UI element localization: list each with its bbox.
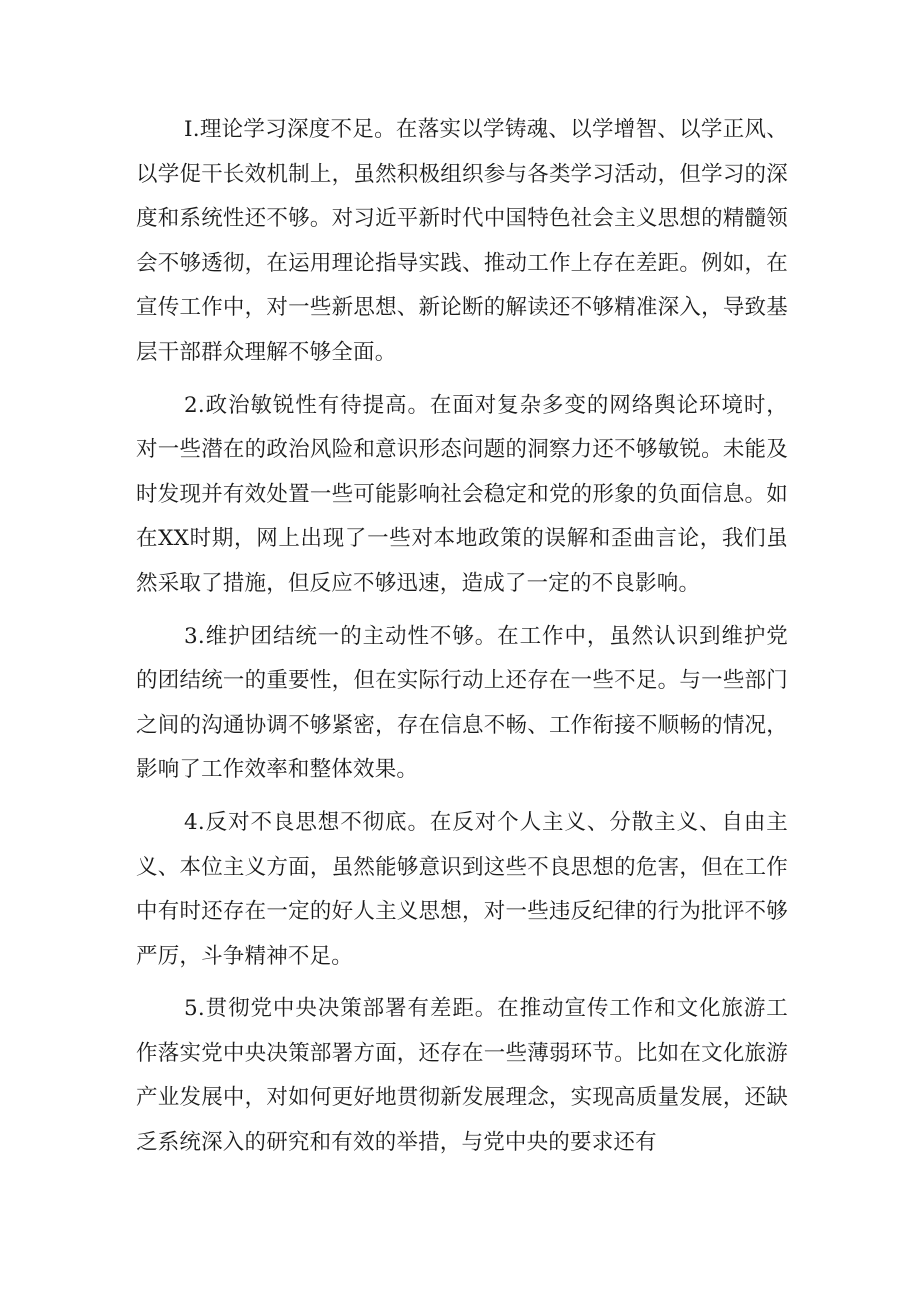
paragraph-5: 5.贯彻党中央决策部署有差距。在推动宣传工作和文化旅游工作落实党中央决策部署方面，还存在一些薄弱环节。比如在文化旅游产业发展中，对如何更好地贯彻新发展理念，实现高质量发展，还缺乏系统深入的研究和有效的举措，与党中央的要求还有 bbox=[136, 996, 788, 1156]
paragraph-1: I.理论学习深度不足。在落实以学铸魂、以学增智、以学正风、以学促干长效机制上，虽然积极组织参与各类学习活动，但学习的深度和系统性还不够。对习近平新时代中国特色社会主义思想的精髓领会不够透彻，在运用理论指导实践、推动工作上存在差距。例如，在宣传工作中，对一些新思想、新论断的解读还不够精准深入，导致基层干部群众理解不够全面。 bbox=[136, 117, 788, 365]
document-body bbox=[136, 108, 788, 1166]
paragraph-3: 3.维护团结统一的主动性不够。在工作中，虽然认识到维护党的团结统一的重要性，但在实际行动上还存在一些不足。与一些部门之间的沟通协调不够紧密，存在信息不畅、工作衔接不顺畅的情况，影响了工作效率和整体效果。 bbox=[136, 623, 788, 783]
paragraph-4: 4.反对不良思想不彻底。在反对个人主义、分散主义、自由主义、本位主义方面，虽然能够意识到这些不良思想的危害，但在工作中有时还存在一定的好人主义思想，对一些违反纪律的行为批评不够严厉，斗争精神不足。 bbox=[136, 809, 788, 969]
paragraph-2: 2.政治敏锐性有待提高。在面对复杂多变的网络舆论环境时，对一些潜在的政治风险和意识形态问题的洞察力还不够敏锐。未能及时发现并有效处置一些可能影响社会稳定和党的形象的负面信息。如在XX时期，网上出现了一些对本地政策的误解和歪曲言论，我们虽然采取了措施，但反应不够迅速，造成了一定的不良影响。 bbox=[136, 392, 788, 596]
